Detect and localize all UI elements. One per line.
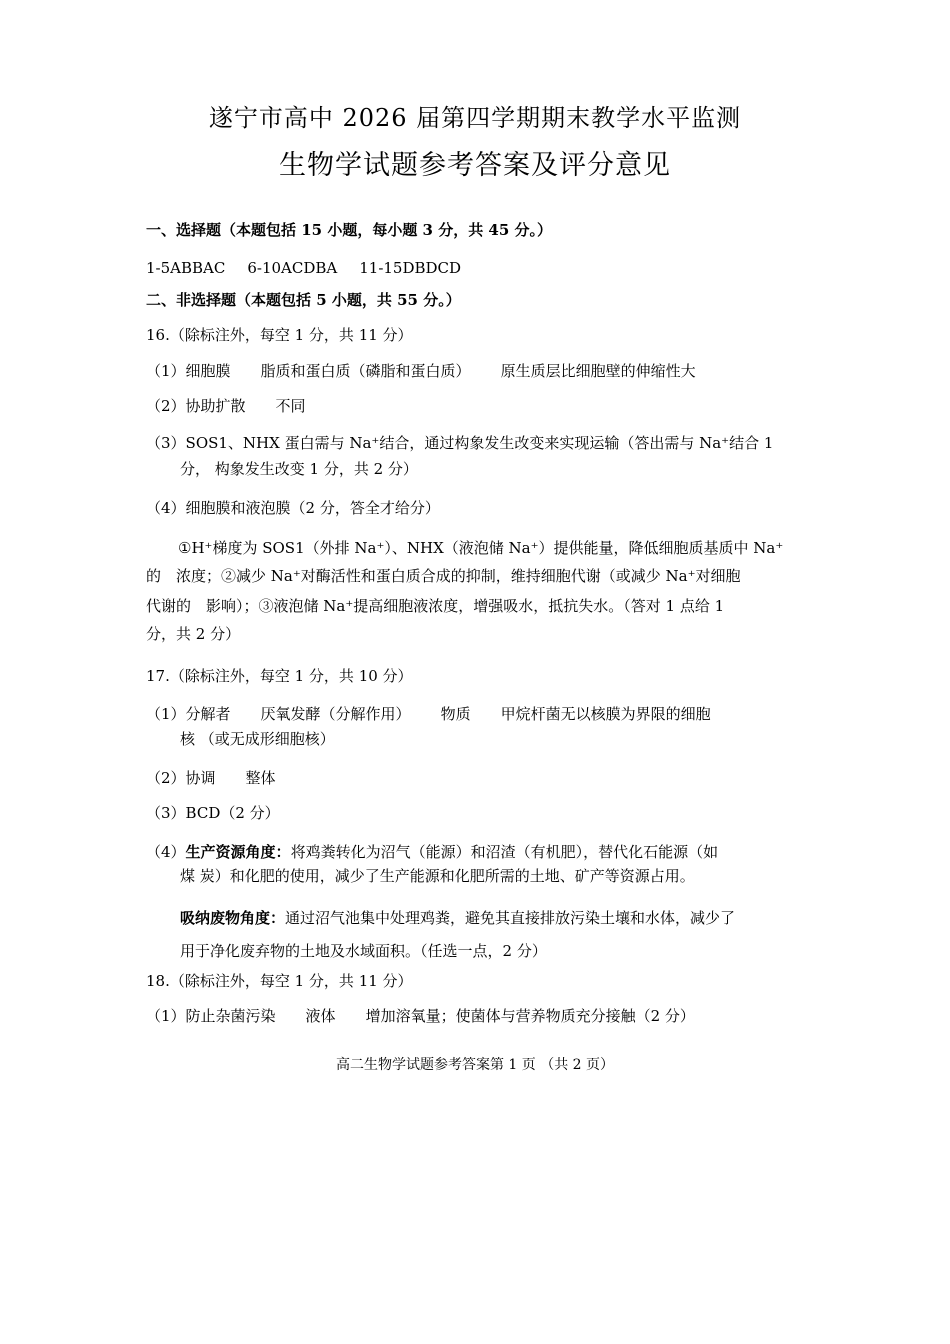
q17-part1-line2: 核 （或无成形细胞核）: [180, 730, 335, 748]
q17-p5-label: 吸纳废物角度：: [180, 909, 286, 927]
q18-part1: [146, 1006, 695, 1026]
section1-heading: 一、选择题（本题包括 15 小题，每小题 3 分，共 45 分。）: [146, 221, 553, 239]
q17-p5-text: 通过沼气池集中处理鸡粪，避免其直接排放污染土壤和水体，减少了: [285, 909, 736, 927]
q16-part4: （4）细胞膜和液泡膜（2 分，答全才给分）: [146, 499, 440, 517]
q16-part3-line2: 分， 构象发生改变 1 分，共 2 分）: [180, 460, 418, 478]
q16-p1-answer-a: （1）细胞膜: [146, 362, 231, 380]
q18-p1-answer-a: （1）防止杂菌污染: [146, 1007, 276, 1025]
q17-p2-answer-b: 整体: [245, 769, 276, 787]
q16-part2: [146, 396, 306, 416]
page-footer: 高二生物学试题参考答案第 1 页 （共 2 页）: [335, 1057, 615, 1073]
q16-part5-line4: 分，共 2 分）: [146, 625, 241, 643]
q16-part5-line3: 代谢的 影响）；③液泡储 Na⁺提高细胞液浓度，增强吸水，抵抗失水。（答对 1 点给 1: [146, 597, 725, 615]
q17-p1-answer-b: 厌氧发酵（分解作用）: [260, 705, 411, 723]
q16-p1-answer-c: 原生质层比细胞壁的伸缩性大: [500, 362, 696, 380]
q17-part4-line2: 煤 炭）和化肥的使用，减少了生产能源和化肥所需的土地、矿产等资源占用。: [180, 867, 695, 885]
mc-answers-1-5: 1-5ABBAC: [146, 259, 226, 277]
q16-part1: [146, 361, 696, 381]
q16-p2-answer-a: （2）协助扩散: [146, 397, 246, 415]
mc-answers-6-10: 6-10ACDBA: [247, 259, 338, 277]
q17-part4-line1: [146, 842, 718, 862]
q17-heading: 17.（除标注外，每空 1 分，共 10 分）: [146, 667, 413, 685]
q17-p1-answer-d: 甲烷杆菌无以核膜为界限的细胞: [500, 705, 711, 723]
q17-p1-answer-c: 物质: [440, 705, 471, 723]
q17-p2-answer-a: （2）协调: [146, 769, 216, 787]
q18-p1-answer-c: 增加溶氧量；使菌体与营养物质充分接触（2 分）: [365, 1007, 695, 1025]
q17-part3: （3）BCD（2 分）: [146, 804, 280, 822]
q17-p4-number: （4）: [146, 843, 186, 861]
q17-part2: [146, 768, 276, 788]
q17-p4-text: 将鸡粪转化为沼气（能源）和沼渣（有机肥），替代化石能源（如: [290, 843, 719, 861]
q18-p1-answer-b: 液体: [305, 1007, 336, 1025]
exam-title: 遂宁市高中 2026 届第四学期期末教学水平监测: [208, 104, 742, 132]
q18-heading: 18.（除标注外，每空 1 分，共 11 分）: [146, 972, 413, 990]
mc-answers-11-15: 11-15DBDCD: [359, 259, 462, 277]
section2-heading: 二、非选择题（本题包括 5 小题，共 55 分。）: [146, 291, 461, 309]
q16-heading: 16.（除标注外，每空 1 分，共 11 分）: [146, 326, 413, 344]
q16-part3-line1: （3）SOS1、NHX 蛋白需与 Na⁺结合，通过构象发生改变来实现运输（答出需与 Na⁺结合 1: [146, 434, 774, 452]
q17-p4-label: 生产资源角度：: [185, 843, 291, 861]
q17-part1: [146, 704, 711, 724]
q17-part5-line2: 用于净化废弃物的土地及水域面积。（任选一点，2 分）: [180, 942, 547, 960]
q16-p1-answer-b: 脂质和蛋白质（磷脂和蛋白质）: [260, 362, 471, 380]
q16-p2-answer-b: 不同: [275, 397, 306, 415]
mc-answers: [146, 258, 461, 278]
q16-part5-line1: ①H⁺梯度为 SOS1（外排 Na⁺）、NHX（液泡储 Na⁺）提供能量，降低细胞质基质中 Na⁺: [178, 539, 784, 557]
q17-part5-line1: [180, 908, 735, 928]
q17-p1-answer-a: （1）分解者: [146, 705, 231, 723]
q16-part5-line2: 的 浓度；②减少 Na⁺对酶活性和蛋白质合成的抑制，维持细胞代谢（或减少 Na⁺对细胞: [146, 567, 741, 585]
document-subtitle: 生物学试题参考答案及评分意见: [279, 150, 671, 181]
